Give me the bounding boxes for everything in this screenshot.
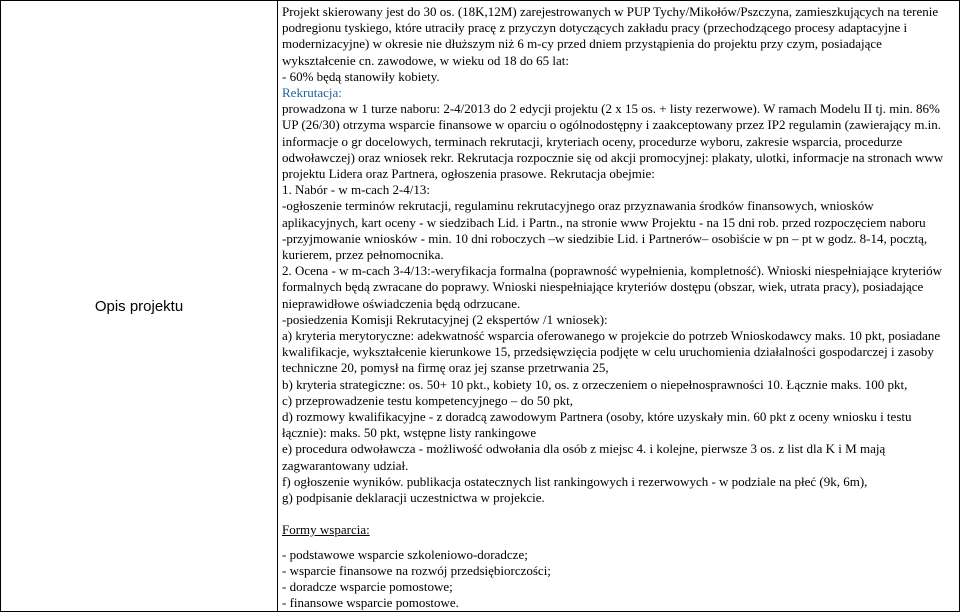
row-label: Opis projektu: [1, 1, 278, 612]
committee-line: -posiedzenia Komisji Rekrutacyjnej (2 ekspertów /1 wniosek):: [282, 311, 608, 327]
announcement-paragraph: -ogłoszenie terminów rekrutacji, regulaminu rekrutacyjnego oraz przyznawania środków finansowych, wniosków aplikacyjnych, kart oceny - w siedzibach Lid. i Partn., na stronie www Projektu - na 15 dni rob. przed rozpoczęciem naboru: [282, 198, 926, 230]
support-form-item: - doradcze wsparcie pomostowe;: [282, 578, 453, 594]
criteria-c: c) przeprowadzenie testu kompetencyjnego – do 50 pkt,: [282, 392, 573, 408]
recruitment-heading: Rekrutacja:: [282, 85, 342, 101]
criteria-g: g) podpisanie deklaracji uczestnictwa w projekcie.: [282, 490, 545, 506]
recruitment-step-2: 2. Ocena - w m-cach 3-4/13:-weryfikacja formalna (poprawność wypełnienia, kompletność). Wnioski niespełniające kryteriów formalnych będą zwracane do poprawy. Wnioski niespełniające kryteriów dostępu (obszar, wiek, utrata pracy), posiadające nieprawidłowe oświadczenia będą odrzucane.: [282, 263, 942, 311]
criteria-d: d) rozmowy kwalifikacyjne - z doradcą zawodowym Partnera (osoby, które uzyskały min. 60 pkt z oceny wniosku i testu łącznie): maks. 50 pkt, wstępne listy rankingowe: [282, 409, 912, 441]
support-form-item: - wsparcie finansowe na rozwój przedsiębiorczości;: [282, 562, 551, 578]
criteria-a: a) kryteria merytoryczne: adekwatność wsparcia oferowanego w projekcie do potrzeb Wnioskodawcy maks. 10 pkt, posiadane kwalifikacje, wykształcenie kierunkowe 15, przedsięwzięcia podjęte w celu uruchomienia działalności gospodarczej i zasoby techniczne 20, pomysł na firmę oraz jej szanse przetrwania 25,: [282, 328, 941, 376]
spacer: [282, 506, 953, 522]
recruitment-paragraph: prowadzona w 1 turze naboru: 2-4/2013 do 2 edycji projektu (2 x 15 os. + listy rezerwowe). W ramach Modelu II tj. min. 86% UP (26/30) otrzyma wsparcie finansowe w oparciu o ogólnodostępny i zaakceptowany przez IP2 regulamin (zawierający m.in. informacje o gr docelowych, terminach rekrutacji, kryteriach oceny, procedurze wyboru, zakresie wsparcia, procedurze odwoławczej) oraz wniosek rekr. Rekrutacja rozpocznie się od akcji promocyjnej: plakaty, ulotki, informacje na stronach www projektu Lidera oraz Partnera, ogłoszenia prasowe. Rekrutacja obejmie:: [282, 101, 944, 182]
support-form-item: - podstawowe wsparcie szkoleniowo-doradcze;: [282, 546, 528, 562]
women-share-line: - 60% będą stanowiły kobiety.: [282, 68, 440, 84]
recruitment-step-1: 1. Nabór - w m-cach 2-4/13:: [282, 182, 431, 198]
project-description-content: [278, 1, 960, 612]
support-form-item: - finansowe wsparcie pomostowe.: [282, 595, 459, 611]
table-row: [1, 1, 960, 612]
application-intake-paragraph: -przyjmowanie wniosków - min. 10 dni roboczych –w siedzibie Lid. i Partnerów– osobiście w pn – pt w godz. 8-14, pocztą, kurierem, przez pełnomocnika.: [282, 230, 928, 263]
criteria-e: e) procedura odwoławcza - możliwość odwołania dla osób z miejsc 4. i kolejne, pierwsze 3 os. z list dla K i M mają zagwarantowany udział.: [282, 441, 886, 473]
spacer: [282, 539, 953, 547]
target-group-paragraph: Projekt skierowany jest do 30 os. (18K,12M) zarejestrowanych w PUP Tychy/Mikołów/Pszczyna, zamieszkujących na terenie podregionu tyskiego, które utraciły pracę z przyczyn dotyczących zakładu pracy (przechodzącego procesy adaptacyjne i modernizacyjne) w okresie nie dłuższym niż 6 m-cy przed dniem przystąpienia do projektu przy czym, posiadające wykształcenie cn. zawodowe, w wieku od 18 do 65 lat:: [282, 4, 939, 68]
criteria-b: b) kryteria strategiczne: os. 50+ 10 pkt., kobiety 10, os. z orzeczeniem o niepełnosprawności 10. Łącznie maks. 100 pkt,: [282, 376, 908, 392]
criteria-f: f) ogłoszenie wyników. publikacja ostatecznych list rankingowych i rezerwowych - w podziale na płeć (9k, 6m),: [282, 473, 868, 489]
support-forms-heading: Formy wsparcia:: [282, 522, 370, 538]
